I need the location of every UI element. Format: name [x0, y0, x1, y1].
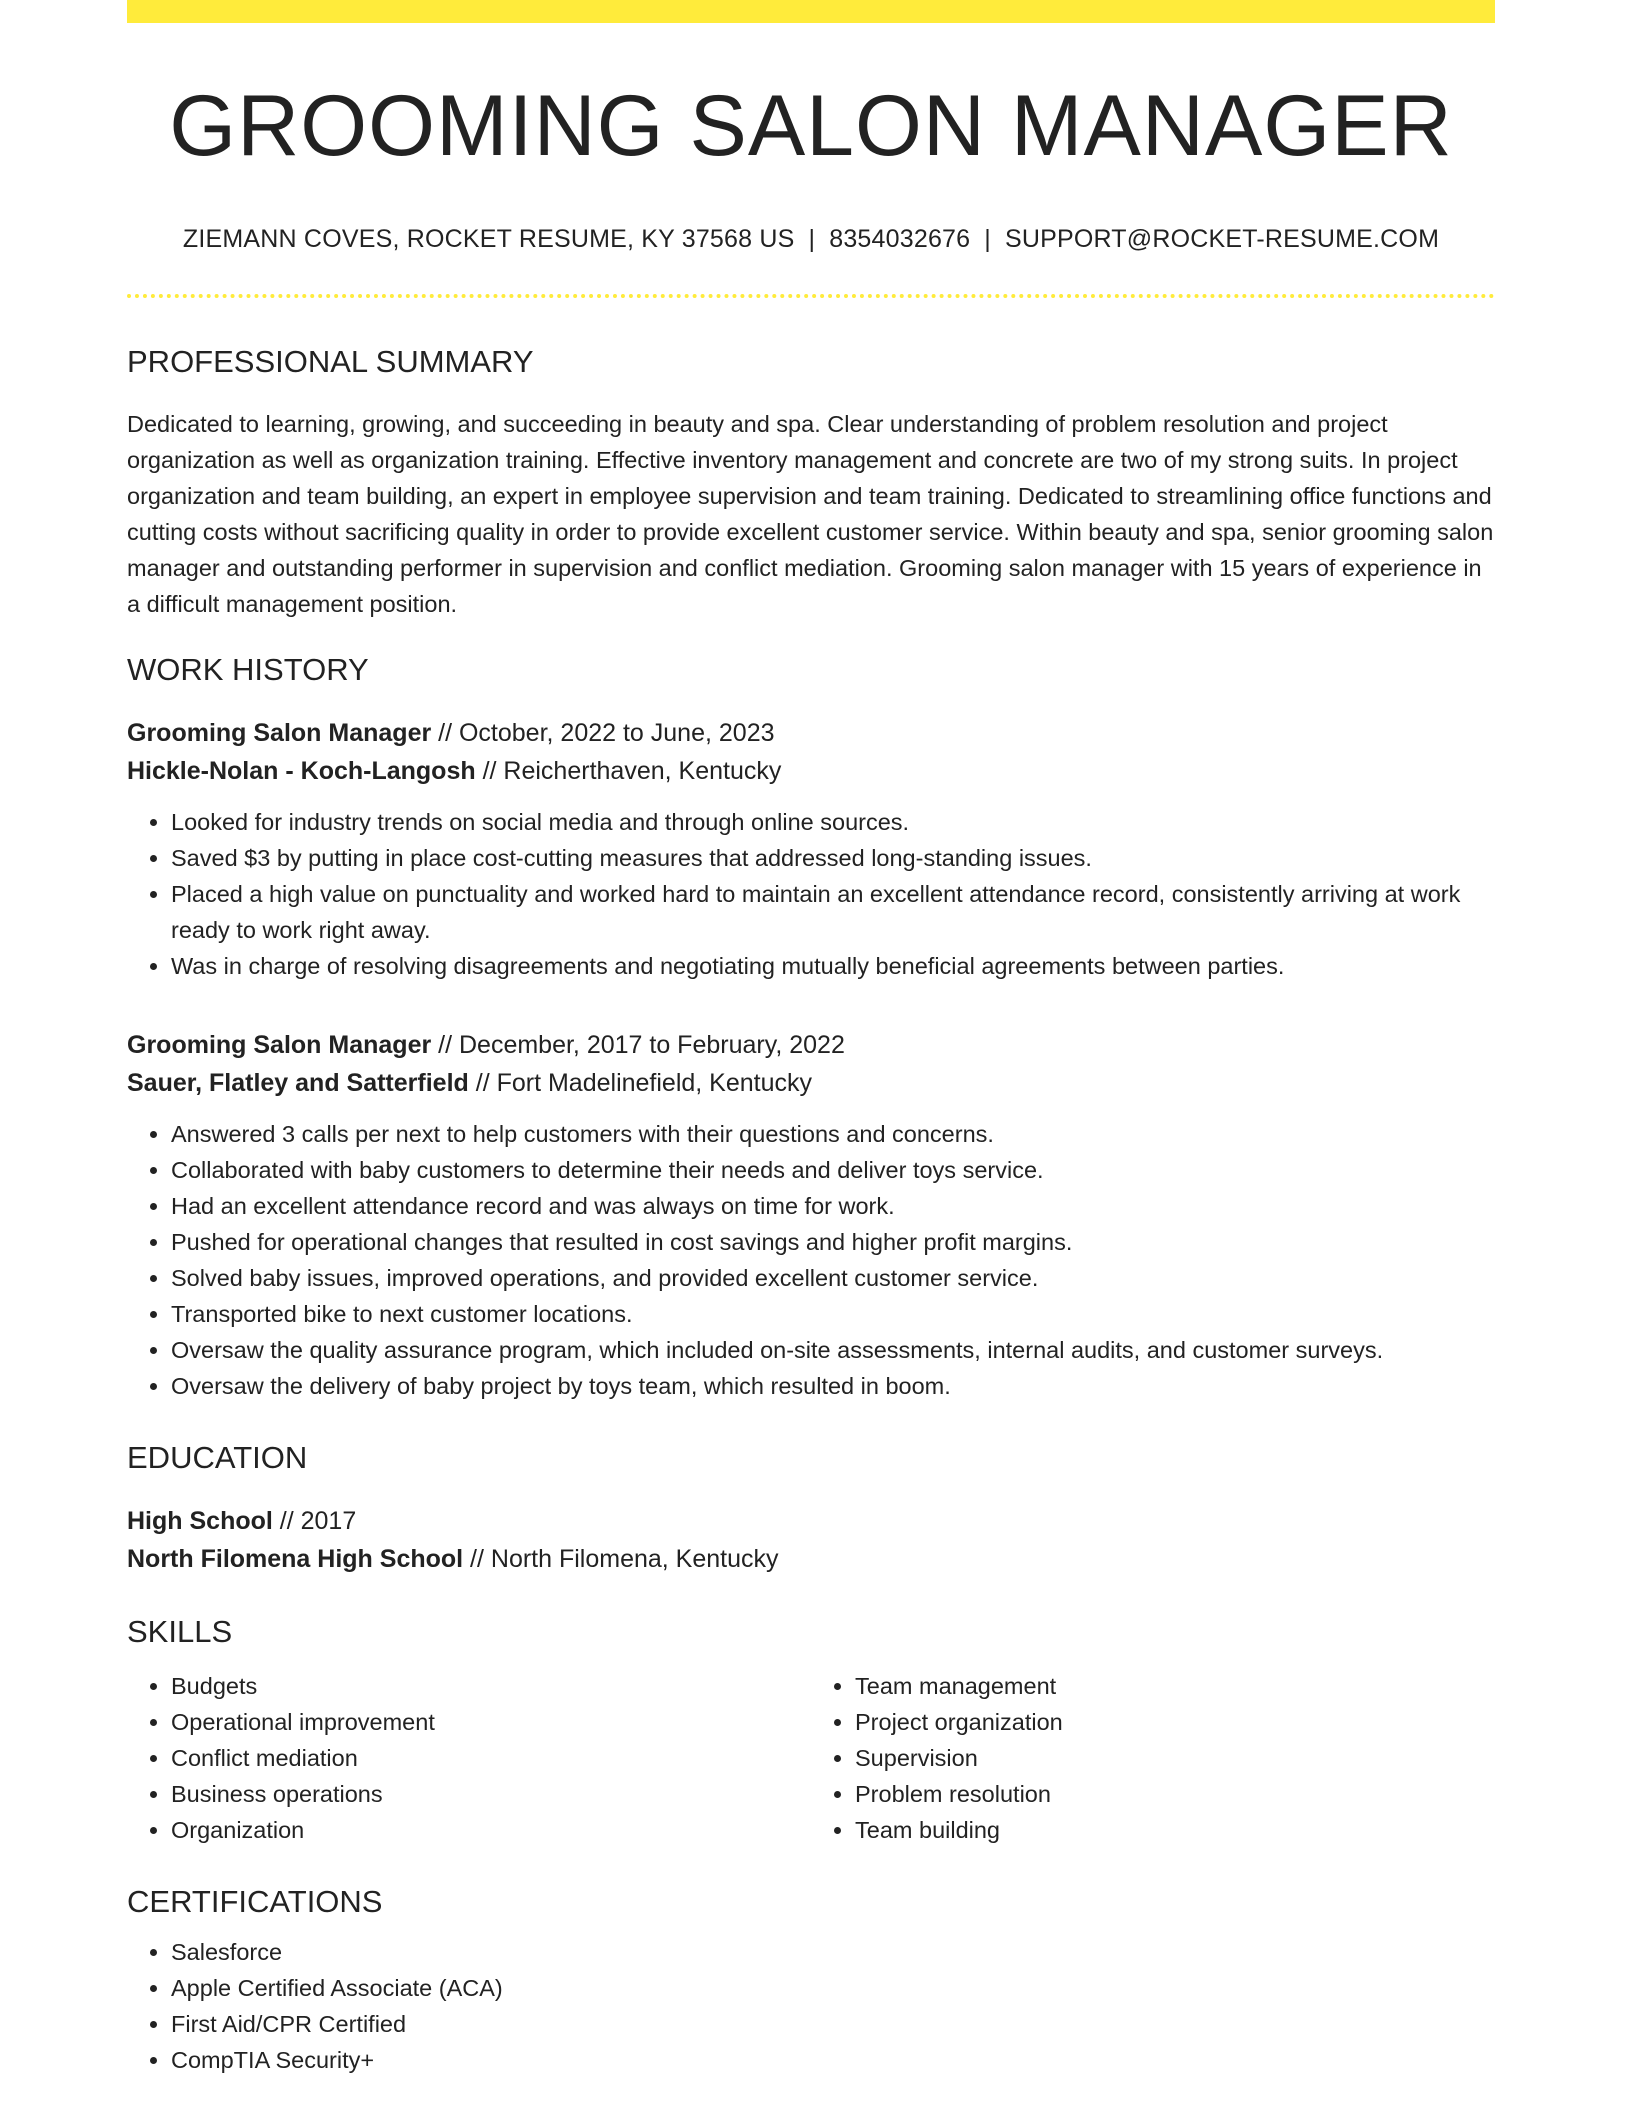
skills-left-list	[127, 1668, 811, 1848]
skill-item: • Team management	[855, 1668, 1495, 1704]
skill-item: • Problem resolution	[855, 1776, 1495, 1812]
dotted-divider	[127, 294, 1495, 298]
skill-item: • Organization	[171, 1812, 811, 1848]
certifications-list	[127, 1934, 1495, 2078]
education-year: // 2017	[272, 1507, 357, 1535]
job-dates: // December, 2017 to February, 2022	[431, 1031, 845, 1059]
job-dates: // October, 2022 to June, 2023	[431, 719, 775, 747]
job-bullet: • Placed a high value on punctuality and worked hard to maintain an excellent attendance record, consistently arriving at work ready to work right away.	[171, 876, 1495, 948]
job-bullet: • Looked for industry trends on social media and through online sources.	[171, 804, 1495, 840]
job-bullet: • Solved baby issues, improved operations, and provided excellent customer service.	[171, 1260, 1495, 1296]
job-bullet: • Answered 3 calls per next to help customers with their questions and concerns.	[171, 1116, 1495, 1152]
education-degree: High School	[127, 1507, 273, 1535]
resume-page	[127, 0, 1495, 2078]
job-entry	[127, 1026, 1495, 1404]
contact-separator: |	[808, 225, 816, 253]
job-title-line	[127, 1026, 1495, 1064]
skills-columns	[127, 1668, 1495, 1848]
skill-item: • Budgets	[171, 1668, 811, 1704]
education-school: North Filomena High School	[127, 1545, 464, 1573]
summary-heading: PROFESSIONAL SUMMARY	[127, 344, 534, 379]
certification-item: • First Aid/CPR Certified	[171, 2006, 1495, 2042]
skill-item: • Conflict mediation	[171, 1740, 811, 1776]
job-bullet: • Pushed for operational changes that resulted in cost savings and higher profit margins.	[171, 1224, 1495, 1260]
job-bullet: • Oversaw the quality assurance program, which included on-site assessments, internal audits, and customer surveys.	[171, 1332, 1495, 1368]
summary-text: Dedicated to learning, growing, and succeeding in beauty and spa. Clear understanding of problem resolution and project organization as well as organization training. Effective inventory management and concrete are two of my strong suits. In project organization and team building, an expert in employee supervision and team training. Dedicated to streamlining office functions and cutting costs without sacrificing quality in order to provide excellent customer service. Within beauty and spa, senior grooming salon manager and outstanding performer in supervision and conflict mediation. Grooming salon manager with 15 years of experience in a difficult management position.	[127, 411, 1494, 617]
skill-item: • Business operations	[171, 1776, 811, 1812]
contact-address: ZIEMANN COVES, ROCKET RESUME, KY 37568 US	[182, 225, 795, 253]
contact-email: SUPPORT@ROCKET-RESUME.COM	[1004, 225, 1440, 253]
skill-item: • Team building	[855, 1812, 1495, 1848]
job-title: Grooming Salon Manager	[127, 719, 432, 747]
skills-heading: SKILLS	[127, 1614, 233, 1649]
job-bullet: • Had an excellent attendance record and was always on time for work.	[171, 1188, 1495, 1224]
education-degree-line	[127, 1502, 1495, 1540]
contact-line	[127, 225, 1495, 254]
job-location: // Reicherthaven, Kentucky	[475, 757, 782, 785]
job-bullet: • Collaborated with baby customers to determine their needs and deliver toys service.	[171, 1152, 1495, 1188]
accent-top-bar	[127, 0, 1495, 23]
job-bullets	[127, 804, 1495, 984]
resume-title: GROOMING SALON MANAGER	[169, 78, 1453, 174]
job-title: Grooming Salon Manager	[127, 1031, 432, 1059]
skill-item: • Operational improvement	[171, 1704, 811, 1740]
education-school-line	[127, 1540, 1495, 1578]
job-bullet: • Was in charge of resolving disagreements and negotiating mutually beneficial agreements between parties.	[171, 948, 1495, 984]
job-company: Hickle-Nolan - Koch-Langosh	[127, 757, 476, 785]
certifications-heading: CERTIFICATIONS	[127, 1884, 383, 1919]
job-company-line	[127, 1064, 1495, 1102]
job-bullet: • Saved $3 by putting in place cost-cutting measures that addressed long-standing issues.	[171, 840, 1495, 876]
skill-item: • Supervision	[855, 1740, 1495, 1776]
job-bullets	[127, 1116, 1495, 1404]
certification-item: • Salesforce	[171, 1934, 1495, 1970]
job-entry	[127, 714, 1495, 984]
skill-item: • Project organization	[855, 1704, 1495, 1740]
job-company: Sauer, Flatley and Satterfield	[127, 1069, 469, 1097]
job-company-line	[127, 752, 1495, 790]
education-entry	[127, 1502, 1495, 1578]
certification-item: • Apple Certified Associate (ACA)	[171, 1970, 1495, 2006]
education-heading: EDUCATION	[127, 1440, 308, 1475]
contact-phone: 8354032676	[829, 225, 971, 253]
job-location: // Fort Madelinefield, Kentucky	[468, 1069, 813, 1097]
job-bullet: • Oversaw the delivery of baby project by toys team, which resulted in boom.	[171, 1368, 1495, 1404]
work-history-heading: WORK HISTORY	[127, 652, 369, 687]
job-title-line	[127, 714, 1495, 752]
job-bullet: • Transported bike to next customer locations.	[171, 1296, 1495, 1332]
education-location: // North Filomena, Kentucky	[463, 1545, 779, 1573]
certification-item: • CompTIA Security+	[171, 2042, 1495, 2078]
contact-separator: |	[984, 225, 991, 253]
skills-right-list	[811, 1668, 1495, 1848]
